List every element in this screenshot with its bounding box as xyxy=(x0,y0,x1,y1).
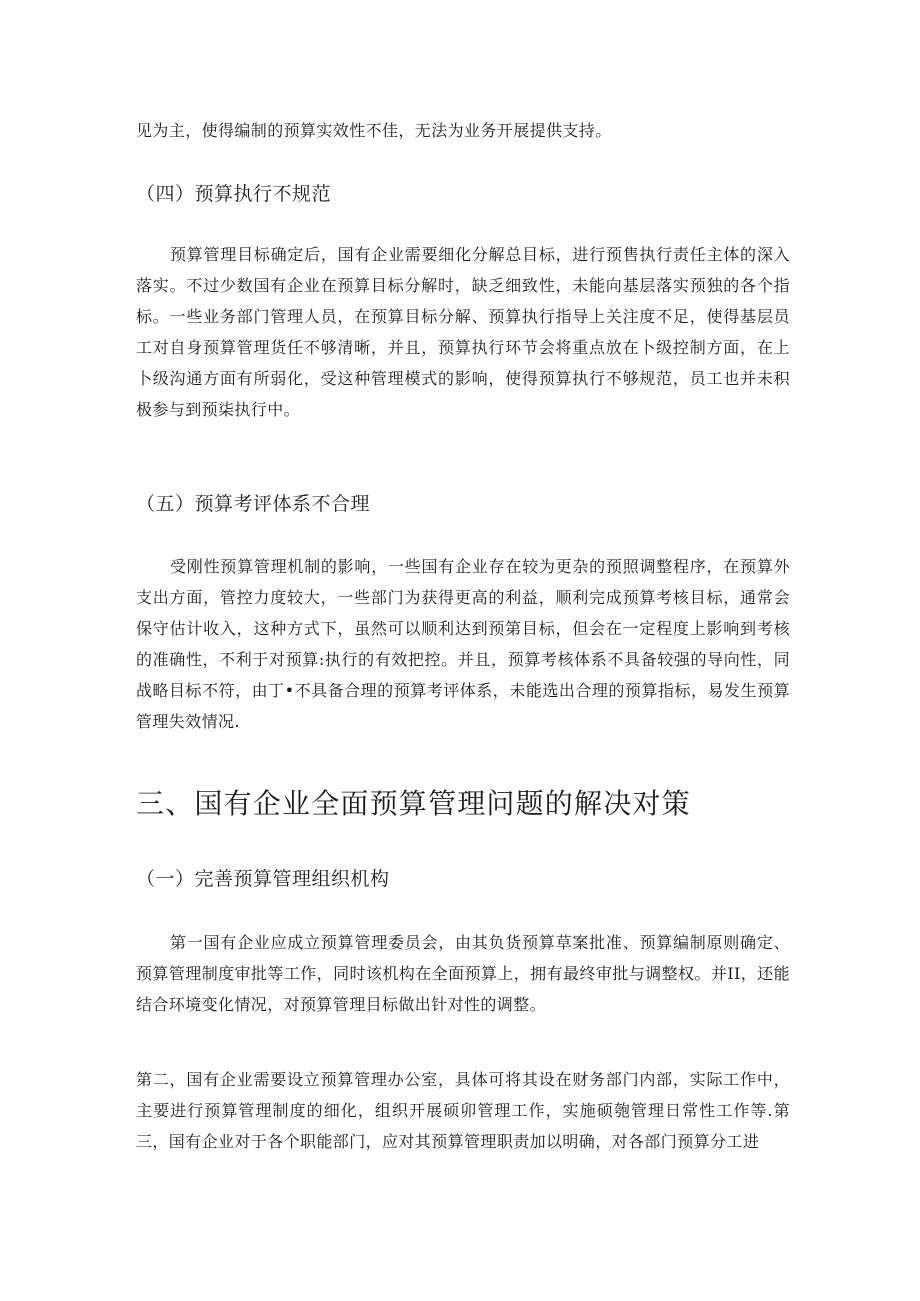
paragraph-budget-office: 第二，国有企业需要设立预算管理办公室，具体可将其设在财务部门内部，实际工作中，主要进行预算管理制度的细化，组织开展硕卯管理工作，实施硕匏管理日常性工作等.第三，国有企业对于各个职能部门，应对其预算管理职责加以明确，对各部门预算分工进 xyxy=(136,1070,790,1151)
paragraph-budget-execution: 预算管理目标确定后，国有企业需要细化分解总目标，进行预售执行责任主体的深入落实。不过少数国有企业在预算目标分解时，缺乏细致性，未能向基层落实预独的各个指标。一些业务部门管理人员，在预算目标分解、预算执行指导上关注度不足，使得基层员工对自身预算管理货任不够清晰，并且，预算执行环节会将重点放在卜级控制方面，在上卜级沟通方面有所弱化，受这种管理模式的影响，使得预算执行不够规范，员工也并未积极参与到预柒执行中。 xyxy=(136,245,790,419)
paragraph-budget-evaluation: 受刚性预算管理机制的影响，一些国有企业存在较为更杂的预照调整程序，在预算外支出方面，管控力度较大，一些部门为获得更高的利益，顺利完成预算考核目标，通常会保守估计收入，这种方式下，虽然可以顺利达到预第目标，但会在一定程度上影响到考核的准确性，不利于对预算:执行的有效把控。并且，预算考核体系不具备较强的导向性，同战略目标不符，由丁•不具备合理的预算考评体系，未能选出合理的预算指标，易发生预算管理失效情况. xyxy=(136,557,790,731)
paragraph-organization-committee: 第一国有企业应成立预算管理委员会，由其负货预算草案批准、预算编制原则确定、预算管理制度审批等工作，同时该机构在全面预算上，拥有最终审批与调整权。并II，还能结合环境变化情况，对预算管理目标做出针对性的调整。 xyxy=(136,933,790,1014)
subsection-heading-5: （五）预算考评体系不合理 xyxy=(136,493,371,515)
section-heading-3: 三、国有企业全面预算管理问题的解决对策 xyxy=(136,787,691,820)
subsection-heading-4: （四）预算执行不规范 xyxy=(136,183,332,205)
subsection-heading-3-1: （一）完善预算管理组织机构 xyxy=(136,868,390,890)
paragraph-continuation: 见为主，使得编制的预算实效性不佳，无法为业务开展提供支持。 xyxy=(136,121,612,140)
